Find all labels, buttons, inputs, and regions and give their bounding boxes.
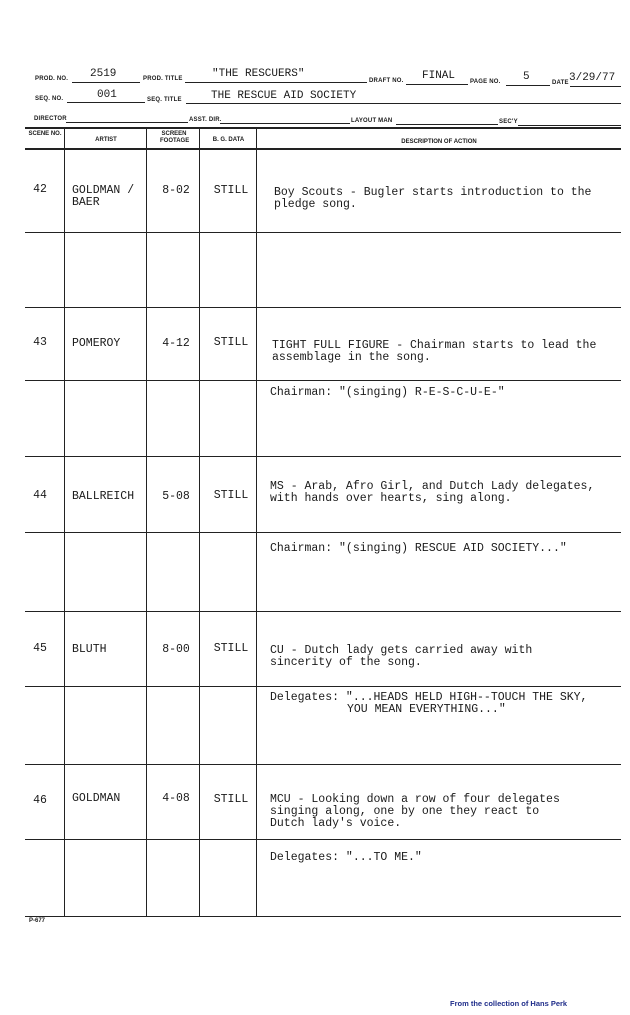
date: 3/29/77 bbox=[569, 72, 616, 84]
dialogue-line: Delegates: "...TO ME." bbox=[270, 851, 422, 864]
prod-title-label: PROD. TITLE bbox=[143, 76, 183, 82]
seq-no-label: SEQ. NO. bbox=[35, 96, 64, 102]
artist-name: GOLDMAN bbox=[72, 792, 121, 805]
action-description: MS - Arab, Afro Girl, and Dutch Lady delegates, with hands over hearts, sing along. bbox=[270, 480, 595, 505]
layout-man-label: LAYOUT MAN bbox=[351, 118, 393, 124]
bg-data: STILL bbox=[213, 642, 249, 655]
scene-number: 46 bbox=[33, 794, 47, 807]
scene-number: 42 bbox=[33, 183, 47, 196]
prod-no: 2519 bbox=[90, 68, 117, 80]
asst-dir-label: ASST. DIR. bbox=[189, 117, 222, 123]
bg-data: STILL bbox=[213, 489, 249, 502]
director-label: DIRECTOR bbox=[34, 116, 67, 122]
dialogue-line: Chairman: "(singing) RESCUE AID SOCIETY..." bbox=[270, 542, 567, 555]
action-description: MCU - Looking down a row of four delegates singing along, one by one they react to Dutch lady's voice. bbox=[270, 793, 560, 830]
draft-no: FINAL bbox=[422, 70, 456, 82]
prod-no-label: PROD. NO. bbox=[35, 76, 69, 82]
action-description: CU - Dutch lady gets carried away with sincerity of the song. bbox=[270, 644, 533, 669]
form-number: P-677 bbox=[29, 918, 46, 924]
artist-name: GOLDMAN / BAER bbox=[72, 184, 135, 209]
scene-number: 45 bbox=[33, 642, 47, 655]
screen-footage: 4-12 bbox=[162, 337, 190, 350]
seq-title: THE RESCUE AID SOCIETY bbox=[211, 90, 357, 102]
col-description: DESCRIPTION OF ACTION bbox=[401, 139, 477, 145]
dialogue-line-continued: YOU MEAN EVERYTHING..." bbox=[347, 703, 506, 716]
dialogue-line: Delegates: "...HEADS HELD HIGH--TOUCH THE SKY, bbox=[270, 691, 588, 704]
col-scene-no: SCENE NO. bbox=[28, 131, 62, 137]
collection-credit: From the collection of Hans Perk bbox=[450, 999, 568, 1008]
date-label: DATE bbox=[552, 80, 569, 86]
col-screen-footage: SCREEN FOOTAGE bbox=[160, 131, 190, 144]
draft-no-label: DRAFT NO. bbox=[369, 78, 404, 84]
col-artist: ARTIST bbox=[95, 137, 117, 143]
screen-footage: 4-08 bbox=[162, 792, 190, 805]
col-bg-data: B. G. DATA bbox=[212, 137, 245, 143]
screen-footage: 8-02 bbox=[162, 184, 190, 197]
artist-name: BALLREICH bbox=[72, 490, 135, 503]
action-description: Boy Scouts - Bugler starts introduction to the pledge song. bbox=[274, 186, 592, 211]
secy-label: SEC'Y bbox=[499, 119, 518, 125]
bg-data: STILL bbox=[213, 793, 249, 806]
seq-title-label: SEQ. TITLE bbox=[147, 97, 182, 103]
screen-footage: 5-08 bbox=[162, 490, 190, 503]
artist-name: BLUTH bbox=[72, 643, 107, 656]
scene-number: 44 bbox=[33, 489, 47, 502]
bg-data: STILL bbox=[213, 184, 249, 197]
seq-no: 001 bbox=[97, 89, 117, 101]
screen-footage: 8-00 bbox=[162, 643, 190, 656]
bg-data: STILL bbox=[213, 336, 249, 349]
page-no-label: PAGE NO. bbox=[470, 79, 501, 85]
dialogue-line: Chairman: "(singing) R-E-S-C-U-E-" bbox=[270, 386, 505, 399]
prod-title: "THE RESCUERS" bbox=[212, 68, 305, 80]
page-no: 5 bbox=[523, 71, 530, 83]
artist-name: POMEROY bbox=[72, 337, 121, 350]
scene-number: 43 bbox=[33, 336, 47, 349]
action-description: TIGHT FULL FIGURE - Chairman starts to lead the assemblage in the song. bbox=[272, 339, 597, 364]
